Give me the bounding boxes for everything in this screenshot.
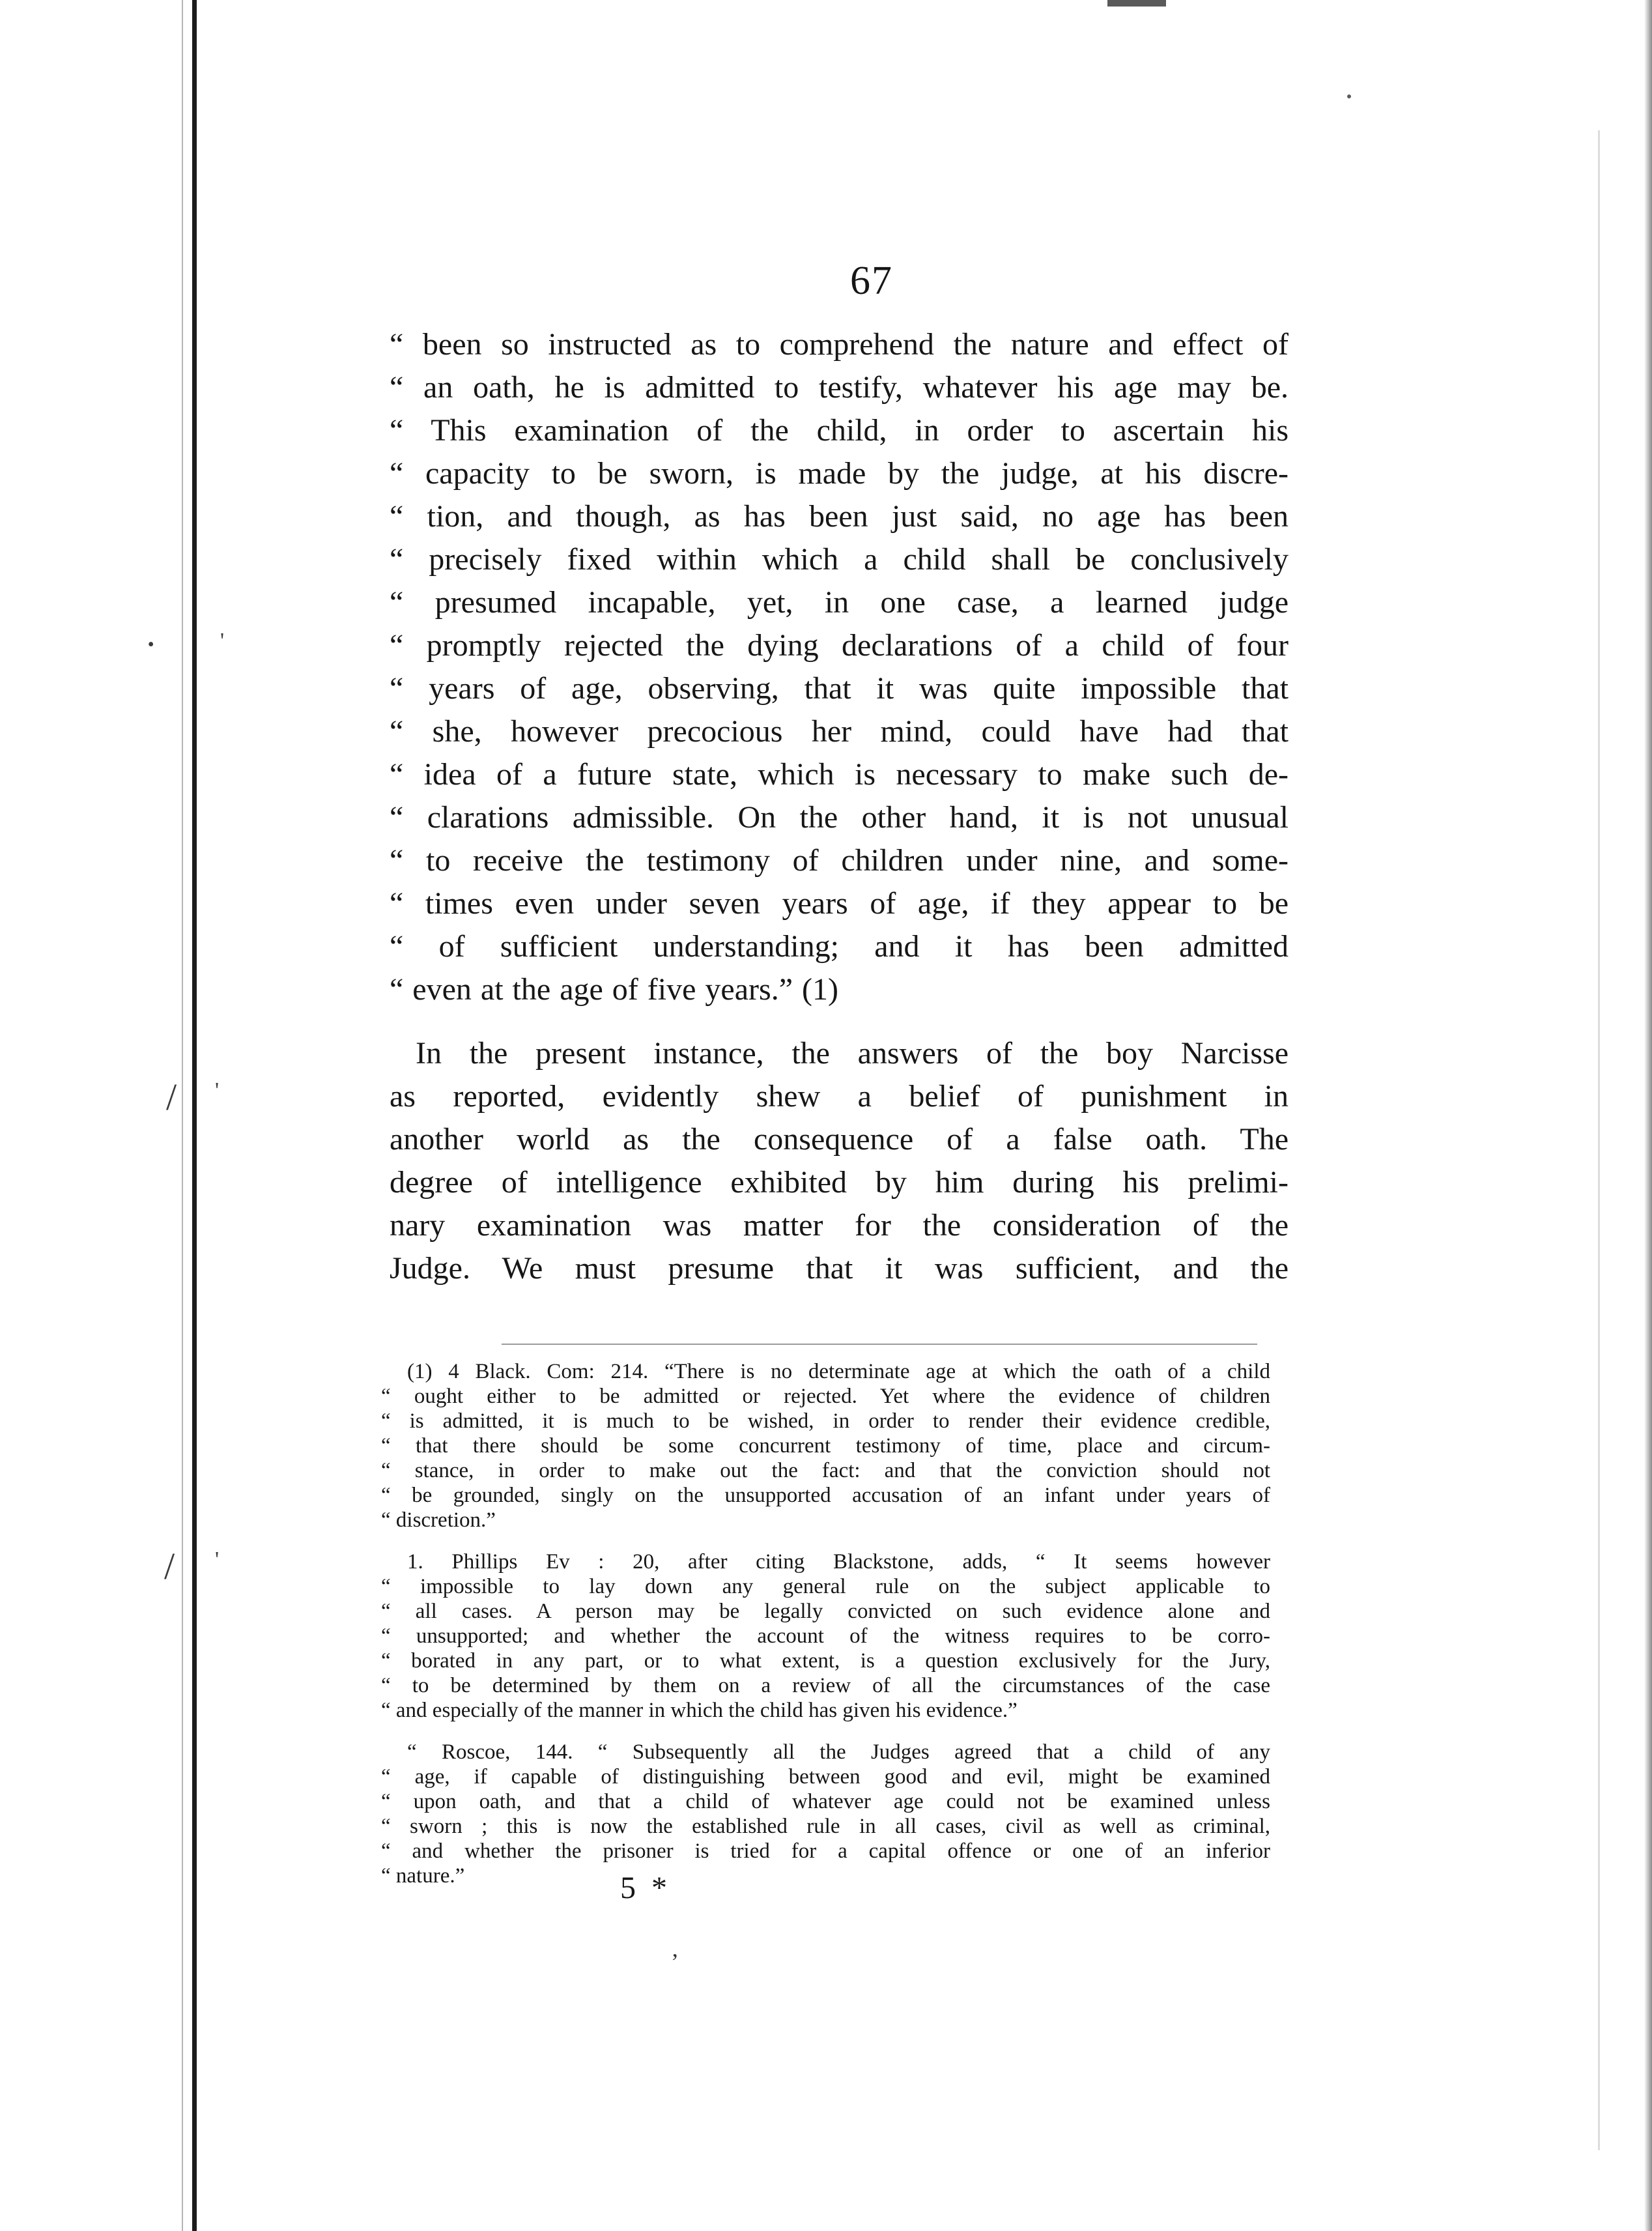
stray-ink-mark: ʼ [671, 1949, 679, 1975]
footnote-line: “ is admitted, it is much to be wished, in order to render their evidence credible, [381, 1409, 1270, 1433]
footnote-line: “ borated in any part, or to what extent, is a question exclusively for the Jury, [381, 1649, 1270, 1673]
footnote-line: “ sworn ; this is now the established rule in all cases, civil as well as criminal, [381, 1815, 1270, 1838]
text-line: as reported, evidently shew a belief of punishment in [390, 1079, 1289, 1114]
footnote-line: “ to be determined by them on a review of all the circumstances of the case [381, 1674, 1270, 1697]
footnote-line: “ that there should be some concurrent testimony of time, place and circum- [381, 1434, 1270, 1458]
footnote-line: 1. Phillips Ev : 20, after citing Blackstone, adds, “ It seems however [407, 1550, 1270, 1574]
right-page-edge [1644, 0, 1652, 2231]
text-line: “ promptly rejected the dying declarations of a child of four [390, 628, 1289, 663]
text-line: Judge. We must presume that it was sufficient, and the [390, 1251, 1289, 1286]
text-line: “ capacity to be sworn, is made by the judge, at his discre- [390, 456, 1289, 491]
footnote-line: “ and especially of the manner in which the child has given his evidence.” [381, 1699, 1018, 1722]
text-line: “ an oath, he is admitted to testify, whatever his age may be. [390, 370, 1289, 405]
text-line: nary examination was matter for the consideration of the [390, 1208, 1289, 1243]
footnote-line: “ all cases. A person may be legally convicted on such evidence alone and [381, 1600, 1270, 1623]
text-line: “ of sufficient understanding; and it has been admitted [390, 929, 1289, 964]
footnote-separator [502, 1344, 1257, 1345]
footnote-line: “ be grounded, singly on the unsupported accusation of an infant under years of [381, 1484, 1270, 1507]
text-line: “ clarations admissible. On the other hand, it is not unusual [390, 800, 1289, 835]
bleed-mark: / [166, 1076, 177, 1118]
bleed-mark: ' [220, 629, 225, 653]
text-line: “ even at the age of five years.” (1) [390, 972, 838, 1007]
bleed-mark: · [145, 623, 158, 665]
footnote [381, 1359, 1270, 1533]
paragraph [390, 1032, 1289, 1290]
footnotes [381, 1359, 1270, 1888]
footnote-line: “ unsupported; and whether the account of the witness requires to be corro- [381, 1624, 1270, 1648]
footnote-gap [381, 1723, 1270, 1740]
text-line: “ presumed incapable, yet, in one case, a learned judge [390, 585, 1289, 620]
text-line: “ precisely fixed within which a child shall be conclusively [390, 542, 1289, 577]
footnote [381, 1549, 1270, 1723]
bleed-mark: ' [215, 1547, 220, 1572]
bleed-mark: ' [215, 1078, 220, 1102]
page-number: 67 [850, 259, 893, 303]
body-text [390, 323, 1289, 1290]
text-line: “ to receive the testimony of children under nine, and some- [390, 843, 1289, 878]
text-line: “ been so instructed as to comprehend the nature and effect of [390, 327, 1289, 362]
footnote-line: (1) 4 Black. Com: 214. “There is no determinate age at which the oath of a child [407, 1360, 1270, 1383]
dust-speck [1347, 94, 1351, 98]
quoted-paragraph [390, 323, 1289, 1011]
text-line: degree of intelligence exhibited by him during his prelimi- [390, 1165, 1289, 1200]
footnote-line: “ and whether the prisoner is tried for a capital offence or one of an inferior [381, 1839, 1270, 1863]
top-edge-mark [1107, 0, 1166, 7]
text-line: “ This examination of the child, in order to ascertain his [390, 413, 1289, 448]
text-line: “ years of age, observing, that it was quite impossible that [390, 671, 1289, 706]
text-line: “ idea of a future state, which is necessary to make such de- [390, 757, 1289, 792]
gutter-shadow-line [182, 0, 183, 2231]
signature-mark: 5 * [620, 1871, 671, 1905]
paragraph-gap [390, 1011, 1289, 1032]
text-line: “ she, however precocious her mind, could have had that [390, 714, 1289, 749]
footnote-line: “ nature.” [381, 1864, 465, 1888]
footnote-line: “ Roscoe, 144. “ Subsequently all the Judges agreed that a child of any [407, 1740, 1270, 1764]
footnote-line: “ stance, in order to make out the fact: and that the conviction should not [381, 1459, 1270, 1482]
footnote-line: “ age, if capable of distinguishing between good and evil, might be examined [381, 1765, 1270, 1789]
page-shadow-line [1598, 130, 1600, 2150]
text-line: “ tion, and though, as has been just said, no age has been [390, 499, 1289, 534]
footnote-line: “ discretion.” [381, 1508, 496, 1532]
text-line: another world as the consequence of a false oath. The [390, 1122, 1289, 1157]
text-line: “ times even under seven years of age, if they appear to be [390, 886, 1289, 921]
footnote-gap [381, 1533, 1270, 1549]
footnote-line: “ impossible to lay down any general rule on the subject applicable to [381, 1575, 1270, 1598]
bleed-mark: / [164, 1545, 175, 1587]
footnote [381, 1740, 1270, 1888]
footnote-line: “ ought either to be admitted or rejected. Yet where the evidence of children [381, 1385, 1270, 1408]
footnote-line: “ upon oath, and that a child of whatever age could not be examined unless [381, 1790, 1270, 1813]
text-line: In the present instance, the answers of the boy Narcisse [416, 1036, 1289, 1071]
